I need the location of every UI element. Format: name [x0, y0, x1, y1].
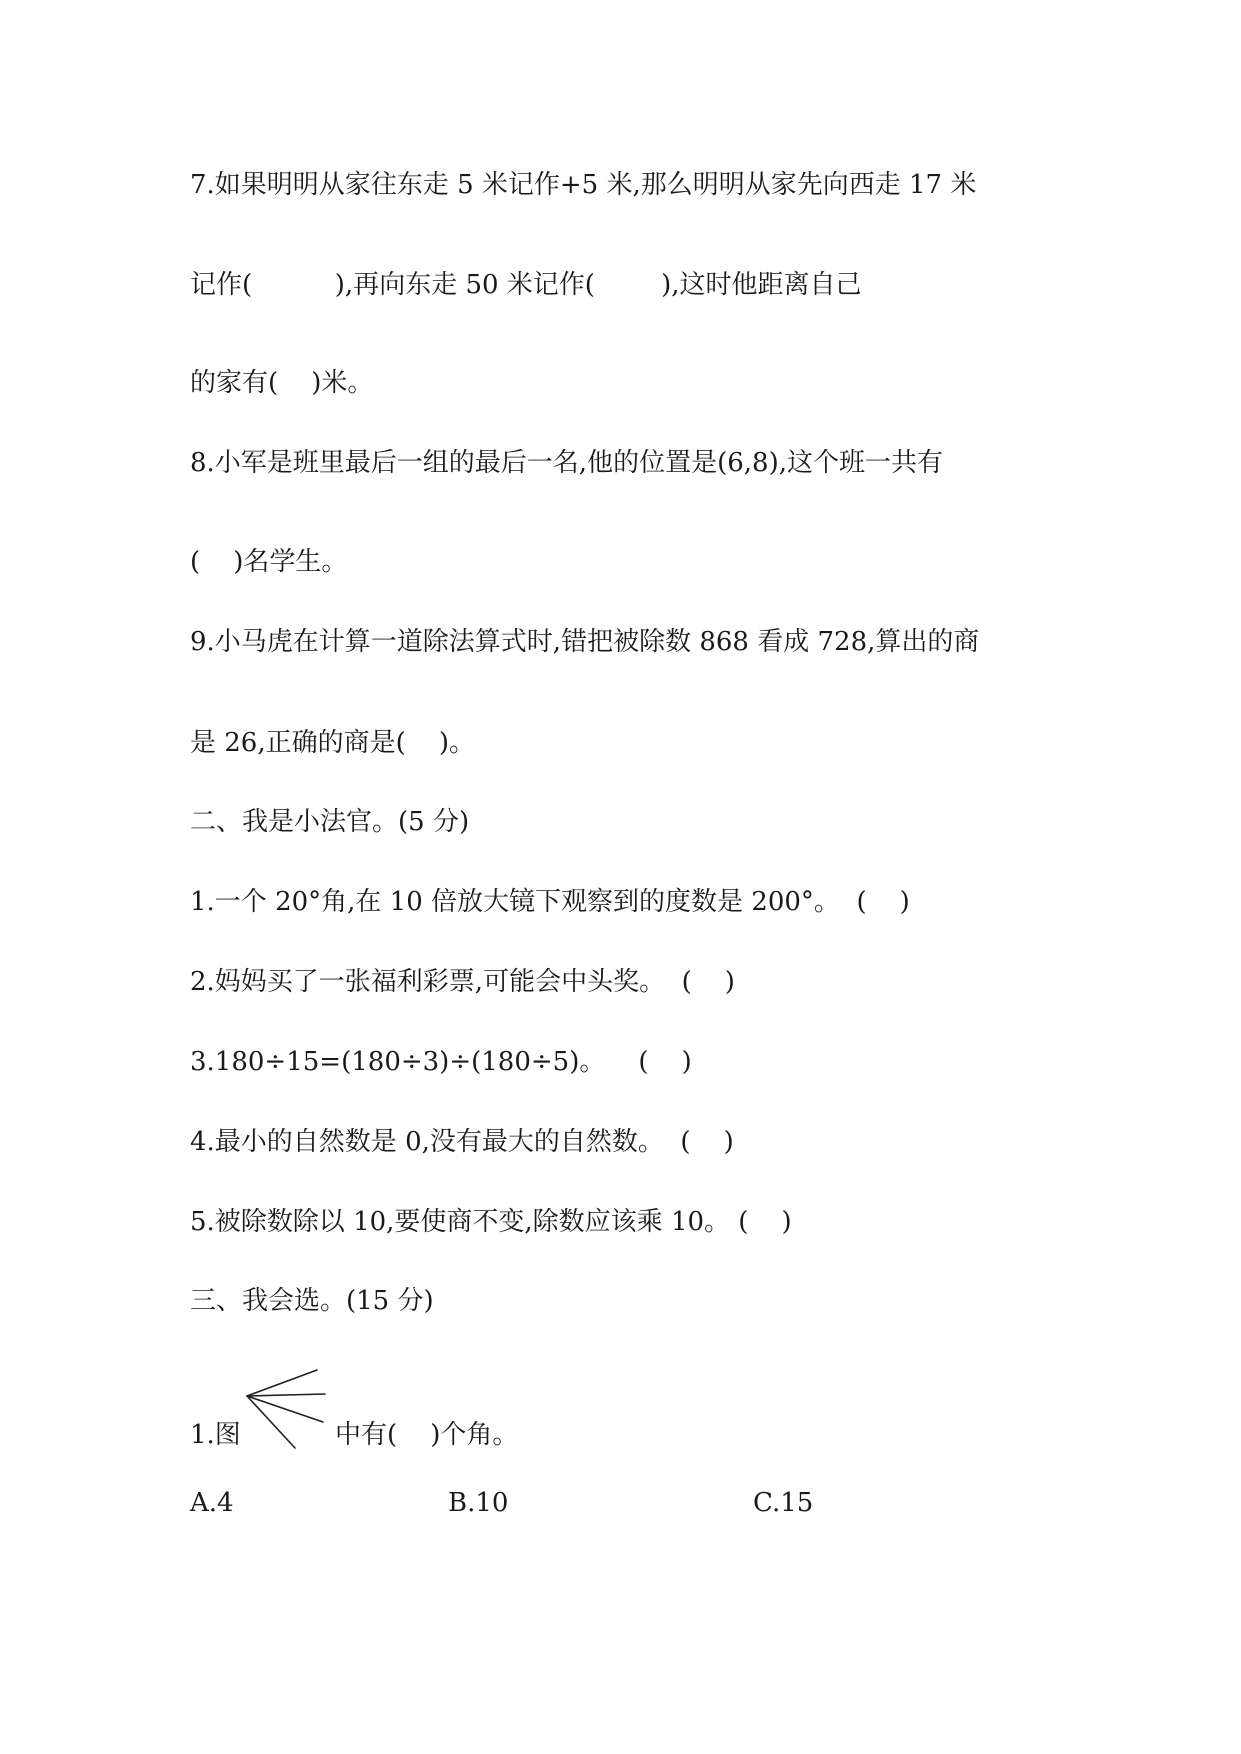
ray-2	[247, 1394, 325, 1396]
q8-line1: 8.小军是班里最后一组的最后一名,他的位置是(6,8),这个班一共有	[190, 448, 943, 478]
section3-q1-option-a: A.4	[190, 1488, 234, 1518]
section3-q1-suffix: 中有( )个角。	[335, 1420, 519, 1450]
section2-item-1: 1.一个 20°角,在 10 倍放大镜下观察到的度数是 200°。 ( )	[190, 887, 910, 917]
section3-heading: 三、我会选。(15 分)	[190, 1286, 434, 1316]
section2-item-2: 2.妈妈买了一张福利彩票,可能会中头奖。 ( )	[190, 967, 735, 997]
q8-line2: ( )名学生。	[190, 547, 348, 577]
ray-1	[247, 1370, 317, 1396]
section2-heading: 二、我是小法官。(5 分)	[190, 807, 470, 837]
section2-item-5: 5.被除数除以 10,要使商不变,除数应该乘 10。 ( )	[190, 1207, 792, 1237]
rays-figure-icon	[245, 1368, 335, 1468]
section3-q1-prefix: 1.图	[190, 1420, 241, 1450]
q9-line1: 9.小马虎在计算一道除法算式时,错把被除数 868 看成 728,算出的商	[190, 627, 980, 657]
section2-item-4: 4.最小的自然数是 0,没有最大的自然数。 ( )	[190, 1127, 734, 1157]
section3-q1-option-b: B.10	[448, 1488, 509, 1518]
section3-q1-option-c: C.15	[753, 1488, 814, 1518]
q7-line3: 的家有( )米。	[190, 368, 374, 398]
q7-line1: 7.如果明明从家往东走 5 米记作+5 米,那么明明从家先向西走 17 米	[190, 170, 977, 200]
q7-line2: 记作( ),再向东走 50 米记作( ),这时他距离自己	[190, 270, 862, 300]
section2-item-3: 3.180÷15=(180÷3)÷(180÷5)。 ( )	[190, 1047, 692, 1077]
q9-line2: 是 26,正确的商是( )。	[190, 728, 475, 758]
